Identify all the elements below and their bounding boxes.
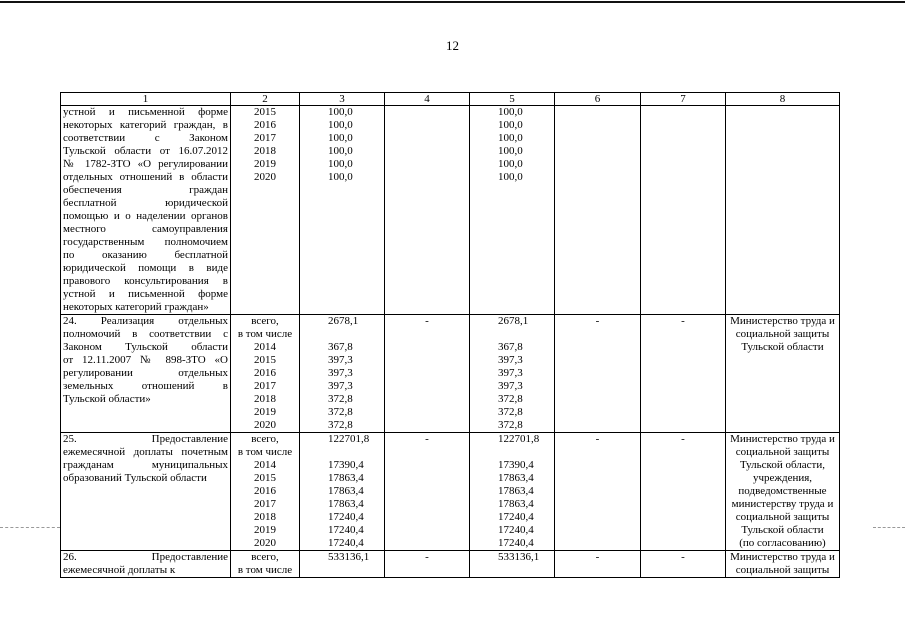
period-line: в том числе (237, 328, 293, 340)
funding-value: 17240,4 (498, 524, 534, 536)
description-line: образований Тульской области (63, 472, 207, 484)
local-funding-cell (555, 433, 641, 551)
extra-funding-cell (641, 315, 726, 433)
local-funding-cell (555, 551, 641, 578)
period-line: 2018 (254, 393, 276, 405)
funding-value: 397,3 (498, 380, 523, 392)
funding-value: 372,8 (328, 419, 353, 431)
period-line: 2016 (254, 485, 276, 497)
period-line: 2015 (254, 354, 276, 366)
dash-value: - (425, 551, 429, 563)
funding-value: 17240,4 (498, 537, 534, 549)
funding-value: 17390,4 (328, 459, 364, 471)
description-line: государственным полномочием (63, 236, 228, 248)
period-cell (231, 433, 300, 551)
funding-value: 397,3 (328, 367, 353, 379)
funding-value: 100,0 (328, 171, 353, 183)
funding-value: 17863,4 (498, 498, 534, 510)
funding-value: 2678,1 (498, 315, 529, 327)
executor-line: социальной защиты (735, 446, 830, 458)
period-line: 2019 (254, 158, 276, 170)
period-line: в том числе (237, 564, 293, 576)
description-line: некоторых категорий граждан, в (63, 119, 228, 131)
page-number: 12 (446, 38, 459, 53)
column-number-row (61, 93, 840, 106)
period-line: 2016 (254, 367, 276, 379)
column-header-6: 6 (555, 93, 641, 106)
funding-value: 17863,4 (498, 472, 534, 484)
executor-line: Тульской области (741, 524, 824, 536)
funding-value: 17390,4 (498, 459, 534, 471)
description-line: некоторых категорий граждан» (63, 301, 209, 313)
description-line: гражданам муниципальных (63, 459, 228, 471)
federal-funding-cell (385, 433, 470, 551)
description-line: устной и письменной форме (63, 106, 228, 118)
funding-value: 122701,8 (498, 433, 540, 445)
regional-funding-cell (470, 551, 555, 578)
period-line: 2020 (254, 171, 276, 183)
total-funding-cell (300, 433, 385, 551)
period-line: 2017 (254, 132, 276, 144)
description-line: правового консультирования в (63, 275, 228, 287)
federal-funding-cell (385, 106, 470, 315)
description-line: Тульской области» (63, 393, 151, 405)
funding-value: 100,0 (498, 145, 523, 157)
description-line: ежемесячной доплаты почетным (63, 446, 228, 458)
extra-funding-cell (641, 551, 726, 578)
responsible-executor-cell (726, 106, 840, 315)
dash-value: - (595, 315, 600, 327)
responsible-executor-cell (726, 315, 840, 433)
funding-value: 17863,4 (328, 498, 364, 510)
extra-funding-cell (641, 433, 726, 551)
funding-value: 2678,1 (328, 315, 359, 327)
column-header-4: 4 (385, 93, 470, 106)
table-row (61, 315, 840, 433)
scan-border-top (0, 1, 905, 3)
scan-dash-right (873, 527, 905, 528)
total-funding-cell (300, 315, 385, 433)
program-table (60, 92, 840, 578)
period-line: 2014 (254, 341, 276, 353)
description-line: 24. Реализация отдельных (63, 315, 228, 327)
funding-value: 17240,4 (328, 511, 364, 523)
period-line: 2015 (254, 472, 276, 484)
executor-line: Министерство труда и (730, 315, 835, 327)
description-line: регулировании отдельных (63, 367, 228, 379)
period-cell (231, 106, 300, 315)
regional-funding-cell (470, 433, 555, 551)
total-funding-cell (300, 106, 385, 315)
dash-value: - (681, 433, 685, 445)
period-line: всего, (251, 433, 279, 445)
dash-value: - (425, 315, 429, 327)
funding-value: 397,3 (328, 354, 353, 366)
funding-value: 533136,1 (498, 551, 540, 563)
period-line: всего, (251, 315, 279, 327)
funding-value: 17863,4 (328, 485, 364, 497)
funding-value: 100,0 (498, 106, 523, 118)
description-line: 25. Предоставление (63, 433, 228, 445)
total-funding-cell (300, 551, 385, 578)
description-line: земельных отношений в (63, 380, 228, 392)
funding-value: 100,0 (328, 145, 353, 157)
funding-value: 100,0 (328, 119, 353, 131)
executor-line: социальной защиты (735, 328, 830, 340)
period-line: 2020 (254, 537, 276, 549)
funding-value: 100,0 (498, 132, 523, 144)
dash-value: - (595, 551, 600, 563)
table-row (61, 551, 840, 578)
column-header-3: 3 (300, 93, 385, 106)
funding-value: 100,0 (498, 171, 523, 183)
description-line: местного самоуправления (63, 223, 228, 235)
event-description (61, 315, 231, 433)
event-description (61, 106, 231, 315)
period-line: 2018 (254, 145, 276, 157)
federal-funding-cell (385, 551, 470, 578)
federal-funding-cell (385, 315, 470, 433)
executor-line: (по согласованию) (739, 537, 826, 549)
description-line: полномочий в соответствии с (63, 328, 228, 340)
period-line: 2015 (254, 106, 276, 118)
executor-line: подведомственные (738, 485, 827, 497)
description-line: № 1782-ЗТО «О регулировании (63, 158, 228, 170)
dash-value: - (681, 551, 685, 563)
table-body (61, 106, 840, 578)
description-line: от 12.11.2007 № 898-ЗТО «О (63, 354, 228, 366)
dash-value: - (681, 315, 685, 327)
column-header-5: 5 (470, 93, 555, 106)
funding-value: 372,8 (498, 393, 523, 405)
funding-value: 397,3 (498, 367, 523, 379)
period-line: 2019 (254, 524, 276, 536)
description-line: Законом Тульской области (63, 341, 228, 353)
period-line: 2016 (254, 119, 276, 131)
regional-funding-cell (470, 315, 555, 433)
executor-line: учреждения, (752, 472, 813, 484)
funding-value: 17240,4 (498, 511, 534, 523)
description-line: Тульской области от 16.07.2012 (63, 145, 228, 157)
funding-value: 100,0 (328, 158, 353, 170)
period-line: 2020 (254, 419, 276, 431)
column-header-8: 8 (726, 93, 840, 106)
local-funding-cell (555, 106, 641, 315)
responsible-executor-cell (726, 433, 840, 551)
description-line: обеспечения граждан (63, 184, 228, 196)
period-line: 2017 (254, 380, 276, 392)
scan-dash-left (0, 527, 60, 528)
funding-value: 397,3 (328, 380, 353, 392)
column-header-2: 2 (231, 93, 300, 106)
period-line: всего, (251, 551, 279, 563)
executor-line: Тульской области (741, 341, 824, 353)
extra-funding-cell (641, 106, 726, 315)
table-row (61, 106, 840, 315)
funding-value: 17863,4 (328, 472, 364, 484)
period-line: в том числе (237, 446, 293, 458)
executor-line: Министерство труда и (730, 551, 835, 563)
funding-value: 100,0 (498, 158, 523, 170)
table-row (61, 433, 840, 551)
funding-value: 100,0 (498, 119, 523, 131)
description-line: помощью и о наделении органов (63, 210, 228, 222)
funding-value: 372,8 (328, 393, 353, 405)
funding-value (328, 446, 382, 459)
dash-value: - (425, 433, 429, 445)
executor-line: Тульской области, (739, 459, 826, 471)
funding-value: 397,3 (498, 354, 523, 366)
funding-value (498, 446, 552, 459)
description-line: по оказанию бесплатной (63, 249, 228, 261)
funding-value: 17240,4 (328, 537, 364, 549)
regional-funding-cell (470, 106, 555, 315)
funding-value: 372,8 (328, 406, 353, 418)
period-cell (231, 551, 300, 578)
period-cell (231, 315, 300, 433)
description-line: бесплатной юридической (63, 197, 228, 209)
period-line: 2014 (254, 459, 276, 471)
executor-line: социальной защиты (735, 511, 830, 523)
funding-value (328, 328, 382, 341)
funding-value: 367,8 (498, 341, 523, 353)
description-line: 26. Предоставление (63, 551, 228, 563)
funding-value: 122701,8 (328, 433, 370, 445)
description-line: устной и письменной форме (63, 288, 228, 300)
funding-value: 533136,1 (328, 551, 370, 563)
funding-value: 372,8 (498, 419, 523, 431)
funding-value: 17240,4 (328, 524, 364, 536)
dash-value: - (595, 433, 600, 445)
responsible-executor-cell (726, 551, 840, 578)
column-header-1: 1 (61, 93, 231, 106)
description-line: ежемесячной доплаты к (63, 564, 176, 576)
period-line: 2017 (254, 498, 276, 510)
funding-value: 100,0 (328, 132, 353, 144)
period-line: 2018 (254, 511, 276, 523)
executor-line: Министерство труда и (730, 433, 835, 445)
local-funding-cell (555, 315, 641, 433)
funding-value: 100,0 (328, 106, 353, 118)
event-description (61, 433, 231, 551)
funding-value: 17863,4 (498, 485, 534, 497)
description-line: отдельных отношений в области (63, 171, 228, 183)
event-description (61, 551, 231, 578)
funding-value: 367,8 (328, 341, 353, 353)
funding-value: 372,8 (498, 406, 523, 418)
period-line: 2019 (254, 406, 276, 418)
column-header-7: 7 (641, 93, 726, 106)
executor-line: министерству труда и (731, 498, 834, 510)
description-line: юридической помощи в виде (63, 262, 228, 274)
funding-value (498, 328, 552, 341)
description-line: соответствии с Законом (63, 132, 228, 144)
executor-line: социальной защиты (735, 564, 830, 576)
